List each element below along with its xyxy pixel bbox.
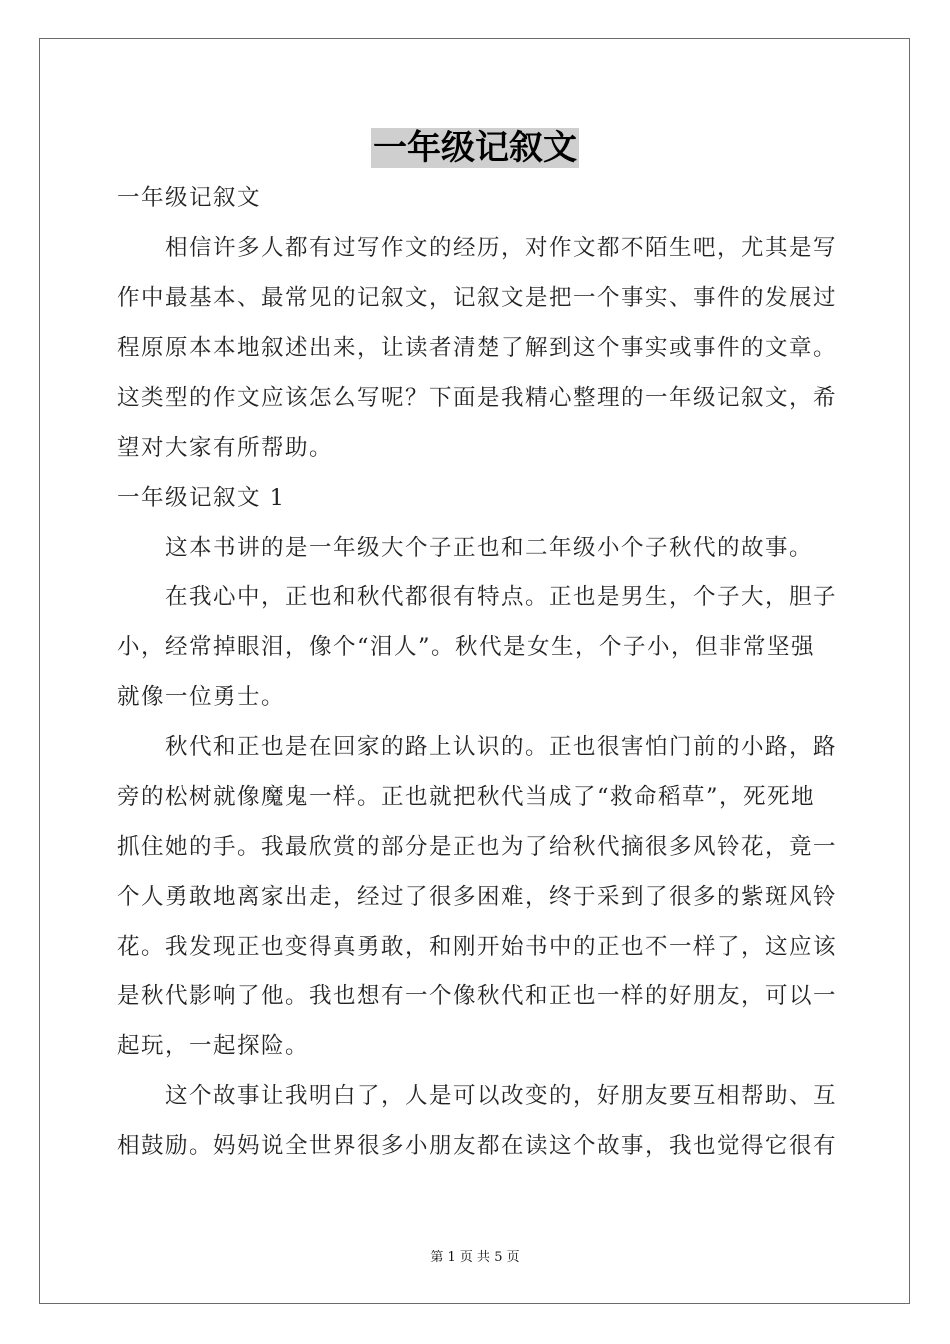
paragraph-line: 这个故事让我明白了，人是可以改变的，好朋友要互相帮助、互 [165, 1083, 838, 1109]
paragraph-line: 起玩，一起探险。 [117, 1033, 310, 1059]
paragraph-line: 程原原本本地叙述出来，让读者清楚了解到这个事实或事件的文章。 [117, 335, 838, 361]
paragraph-line: 抓住她的手。我最欣赏的部分是正也为了给秋代摘很多风铃花，竟一 [117, 834, 838, 860]
paragraph-line: 在我心中，正也和秋代都很有特点。正也是男生，个子大，胆子 [165, 584, 838, 610]
paragraph-line: 相鼓励。妈妈说全世界很多小朋友都在读这个故事，我也觉得它很有 [117, 1133, 838, 1159]
paragraph-line: 作中最基本、最常见的记叙文，记叙文是把一个事实、事件的发展过 [117, 285, 838, 311]
paragraph-line: 这本书讲的是一年级大个子正也和二年级小个子秋代的故事。 [165, 535, 814, 561]
paragraph-line: 秋代和正也是在回家的路上认识的。正也很害怕门前的小路，路 [165, 734, 838, 760]
paragraph-line: 旁的松树就像魔鬼一样。正也就把秋代当成了“救命稻草”，死死地 [117, 784, 816, 810]
page-footer: 第 1 页 共 5 页 [430, 1250, 520, 1265]
paragraph-line: 这类型的作文应该怎么写呢？下面是我精心整理的一年级记叙文，希 [117, 385, 838, 411]
paragraph-line: 小，经常掉眼泪，像个“泪人”。秋代是女生，个子小，但非常坚强 [117, 634, 816, 660]
paragraph-line: 相信许多人都有过写作文的经历，对作文都不陌生吧，尤其是写 [165, 235, 838, 261]
paragraph-line: 花。我发现正也变得真勇敢，和刚开始书中的正也不一样了，这应该 [117, 934, 838, 960]
document-title-text: 一年级记叙文 [373, 128, 577, 168]
page-frame [39, 38, 910, 1304]
paragraph-line: 个人勇敢地离家出走，经过了很多困难，终于采到了很多的紫斑风铃 [117, 884, 838, 910]
paragraph-line: 望对大家有所帮助。 [117, 435, 334, 461]
section-heading: 一年级记叙文 [117, 185, 262, 211]
section-heading: 一年级记叙文 1 [117, 485, 286, 511]
paragraph-line: 就像一位勇士。 [117, 684, 286, 710]
document-title [0, 126, 950, 170]
paragraph-line: 是秋代影响了他。我也想有一个像秋代和正也一样的好朋友，可以一 [117, 983, 838, 1009]
